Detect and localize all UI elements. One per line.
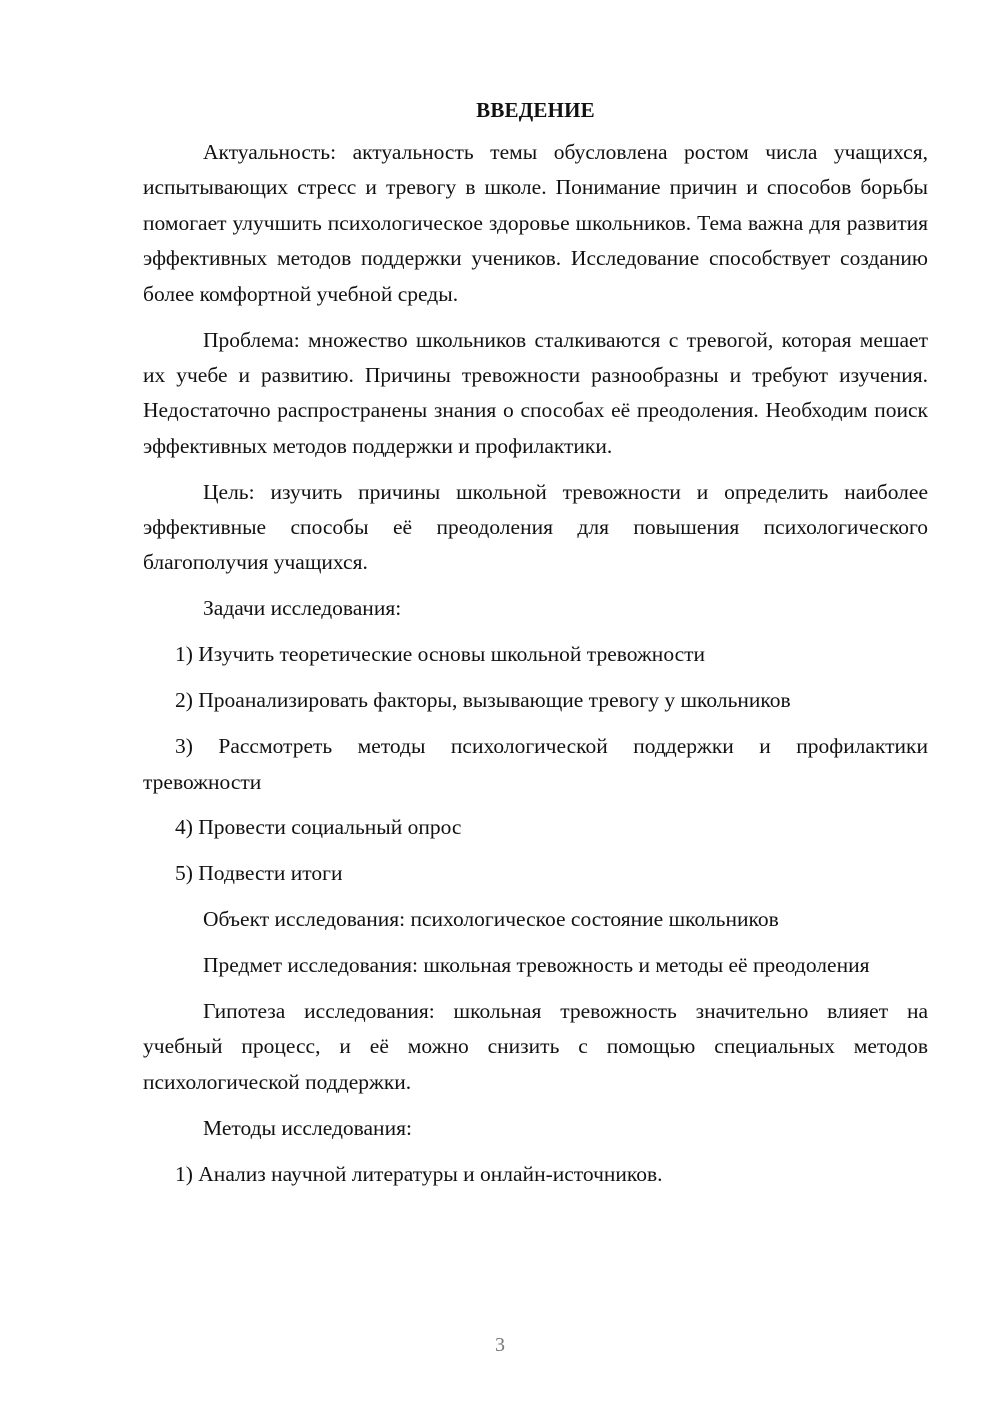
relevance-paragraph: Актуальность: актуальность темы обусловлена ростом числа учащихся, испытывающих стресс и тревогу в школе. Понимание причин и способов борьбы помогает улучшить психологическое здоровье школьников. Тема важна для развития эффективных методов поддержки учеников. Исследование способствует созданию более комфортной учебной среды. [143,140,928,306]
goal-paragraph: Цель: изучить причины школьной тревожности и определить наиболее эффективные способы её преодоления для повышения психологического благополучия учащихся. [143,479,928,575]
research-hypothesis: Гипотеза исследования: школьная тревожность значительно влияет на учебный процесс, и её можно снизить с помощью специальных методов психологической поддержки. [143,999,928,1094]
task-item-5: 5) Подвести итоги [175,861,343,886]
page-number: 3 [495,1334,505,1356]
methods-heading: Методы исследования: [203,1115,412,1140]
document-title: ВВЕДЕНИЕ [476,98,595,122]
task-item-2: 2) Проанализировать факторы, вызывающие тревогу у школьников [175,688,791,713]
task-item-1: 1) Изучить теоретические основы школьной тревожности [175,642,706,667]
research-subject: Предмет исследования: школьная тревожность и методы её преодоления [203,953,870,978]
task-item-3: 3) Рассмотреть методы психологической поддержки и профилактики тревожности [143,734,928,794]
document-body [143,95,928,1192]
task-item-4: 4) Провести социальный опрос [175,815,462,840]
method-item-1: 1) Анализ научной литературы и онлайн-источников. [175,1161,663,1186]
problem-paragraph: Проблема: множество школьников сталкиваются с тревогой, которая мешает их учебе и развитию. Причины тревожности разнообразны и требуют изучения. Недостаточно распространены знания о способах её преодоления. Необходим поиск эффективных методов поддержки и профилактики. [143,327,928,458]
tasks-heading: Задачи исследования: [203,596,402,621]
research-object: Объект исследования: психологическое состояние школьников [203,907,779,932]
